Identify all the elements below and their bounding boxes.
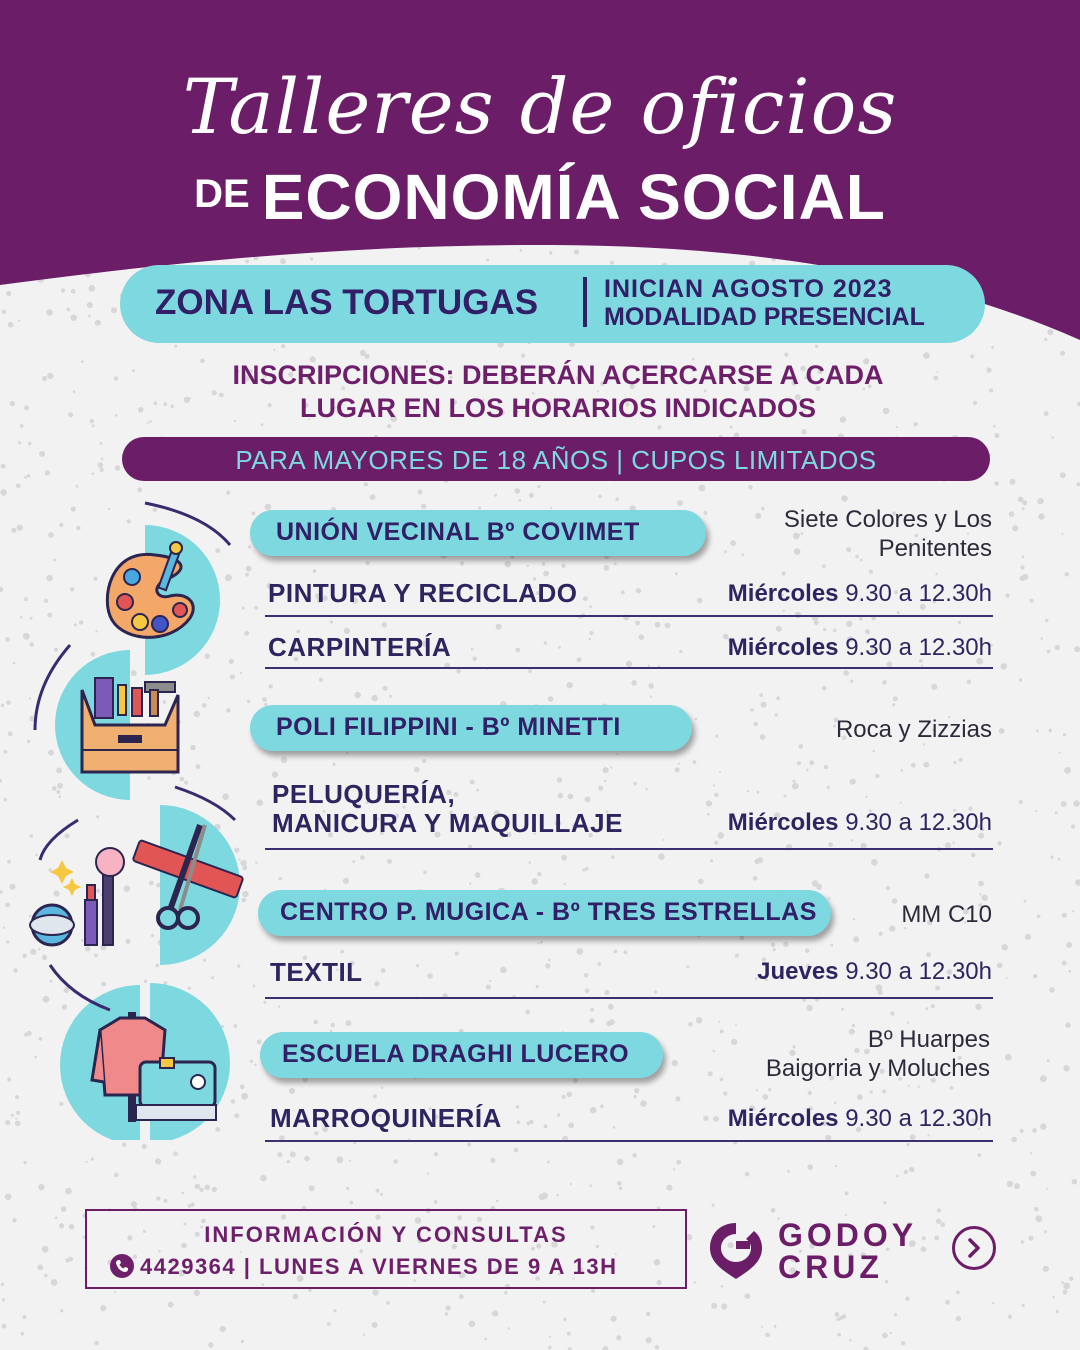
venue-address bbox=[836, 715, 992, 744]
course-schedule bbox=[728, 1105, 992, 1133]
info-contact bbox=[110, 1254, 618, 1280]
venue-name: UNIÓN VECINAL Bº COVIMET bbox=[276, 518, 640, 546]
course-schedule bbox=[728, 634, 992, 662]
address-line-2: Penitentes bbox=[878, 535, 992, 562]
venue-address bbox=[766, 1025, 990, 1083]
course-name: PINTURA Y RECICLADO bbox=[268, 578, 578, 608]
course-time: 9.30 a 12.30h bbox=[845, 809, 992, 836]
venue-name: CENTRO P. MUGICA - Bº TRES ESTRELLAS bbox=[280, 898, 817, 926]
venue-address bbox=[784, 505, 992, 563]
course-name: MARROQUINERÍA bbox=[270, 1103, 502, 1133]
title-script: Talleres de oficios bbox=[182, 62, 898, 151]
venue-address bbox=[901, 900, 992, 929]
course-schedule bbox=[728, 809, 992, 837]
address-line-1: Roca y Zizzias bbox=[835, 716, 992, 743]
row-divider bbox=[265, 667, 993, 669]
course-day: Miércoles bbox=[727, 634, 839, 661]
address-line-1: MM C10 bbox=[901, 901, 992, 928]
title-main bbox=[0, 160, 1080, 234]
info-title: INFORMACIÓN Y CONSULTAS bbox=[204, 1222, 568, 1247]
inscriptions-line-1: INSCRIPCIONES: DEBERÁN ACERCARSE A CADA bbox=[232, 360, 884, 390]
course-time: 9.30 a 12.30h bbox=[845, 580, 992, 607]
venue-pill-filippini bbox=[250, 705, 692, 751]
course-time: 9.30 a 12.30h bbox=[845, 634, 992, 661]
zone-divider bbox=[583, 277, 587, 327]
course-schedule bbox=[757, 958, 992, 986]
course-name bbox=[272, 780, 623, 838]
course-name-line-1: PELUQUERÍA, bbox=[272, 779, 456, 809]
zone-name: ZONA LAS TORTUGAS bbox=[155, 283, 539, 322]
venue-name: ESCUELA DRAGHI LUCERO bbox=[282, 1040, 630, 1068]
address-line-2: Baigorria y Moluches bbox=[765, 1055, 990, 1082]
row-divider bbox=[265, 997, 993, 999]
zone-start-date: INICIAN AGOSTO 2023 bbox=[604, 275, 893, 303]
chevron-right-icon bbox=[955, 1229, 993, 1267]
course-schedule bbox=[728, 580, 992, 608]
course-name-line-2: MANICURA Y MAQUILLAJE bbox=[272, 808, 623, 838]
course-name: TEXTIL bbox=[270, 957, 363, 987]
course-time: 9.30 a 12.30h bbox=[845, 1105, 992, 1132]
godoy-cruz-logo-icon bbox=[706, 1219, 766, 1281]
address-line-1: Bº Huarpes bbox=[867, 1026, 990, 1053]
course-day: Jueves bbox=[757, 958, 839, 985]
phone-number[interactable]: 4429364 bbox=[140, 1254, 237, 1279]
title-economia-social: ECONOMÍA SOCIAL bbox=[261, 161, 886, 233]
zone-modality: MODALIDAD PRESENCIAL bbox=[604, 303, 925, 331]
logo-text-godoy: GODOY bbox=[778, 1217, 918, 1253]
audience-text: PARA MAYORES DE 18 AÑOS | CUPOS LIMITADOS bbox=[235, 445, 877, 475]
course-day: Miércoles bbox=[727, 809, 839, 836]
venue-pill-mugica bbox=[258, 890, 831, 936]
venue-pill-covimet bbox=[250, 510, 706, 556]
next-button[interactable] bbox=[952, 1226, 996, 1270]
course-time: 9.30 a 12.30h bbox=[845, 958, 992, 985]
venue-name: POLI FILIPPINI - Bº MINETTI bbox=[276, 713, 621, 741]
icon-column bbox=[0, 490, 250, 1140]
row-divider bbox=[265, 848, 993, 850]
office-hours: | LUNES A VIERNES DE 9 A 13H bbox=[243, 1254, 618, 1279]
venue-pill-draghi bbox=[260, 1032, 663, 1078]
course-day: Miércoles bbox=[727, 1105, 839, 1132]
phone-icon bbox=[110, 1254, 134, 1278]
logo-text-cruz: CRUZ bbox=[778, 1249, 883, 1285]
address-line-1: Siete Colores y Los bbox=[783, 506, 992, 533]
course-name: CARPINTERÍA bbox=[268, 632, 452, 662]
title-prefix: DE bbox=[194, 172, 250, 216]
course-day: Miércoles bbox=[727, 580, 839, 607]
inscriptions-line-2: LUGAR EN LOS HORARIOS INDICADOS bbox=[299, 393, 817, 423]
row-divider bbox=[265, 1140, 993, 1142]
row-divider bbox=[265, 615, 993, 617]
